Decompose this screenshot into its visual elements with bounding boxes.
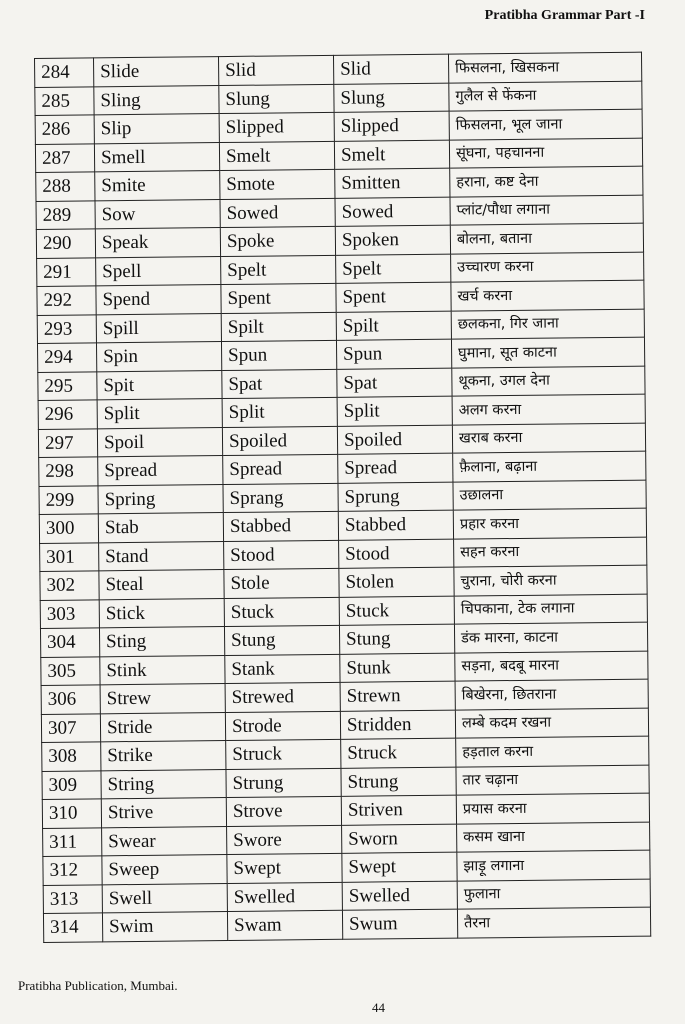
past-form-cell: Stole xyxy=(224,568,339,598)
base-form-cell: Swim xyxy=(102,912,227,942)
past-form-cell: Struck xyxy=(226,739,341,769)
base-form-cell: Spill xyxy=(96,313,221,343)
verb-number-cell: 289 xyxy=(36,200,95,229)
past-participle-cell: Spread xyxy=(338,453,453,483)
base-form-cell: Spring xyxy=(98,484,223,514)
past-form-cell: Stung xyxy=(224,625,339,655)
base-form-cell: Sow xyxy=(95,199,220,229)
base-form-cell: Slide xyxy=(94,57,219,87)
verb-number-cell: 312 xyxy=(43,856,102,885)
hindi-meaning-cell: उछालना xyxy=(453,480,646,511)
verb-number-cell: 309 xyxy=(42,770,101,799)
base-form-cell: Smell xyxy=(94,142,219,172)
hindi-meaning-cell: बोलना, बताना xyxy=(450,223,643,254)
verb-number-cell: 298 xyxy=(39,457,98,486)
verb-number-cell: 291 xyxy=(37,257,96,286)
past-form-cell: Spent xyxy=(221,283,336,313)
verb-number-cell: 301 xyxy=(40,542,99,571)
past-form-cell: Slung xyxy=(219,84,334,114)
hindi-meaning-cell: झाड़ू लगाना xyxy=(457,850,650,881)
hindi-meaning-cell: थूकना, उगल देना xyxy=(452,366,645,397)
past-form-cell: Stood xyxy=(224,540,339,570)
hindi-meaning-cell: सड़ना, बदबू मारना xyxy=(455,651,648,682)
hindi-meaning-cell: चुराना, चोरी करना xyxy=(454,565,647,596)
verb-number-cell: 286 xyxy=(35,115,94,144)
table-row xyxy=(43,907,650,942)
past-form-cell: Stuck xyxy=(224,597,339,627)
hindi-meaning-cell: प्रहार करना xyxy=(453,508,646,539)
past-participle-cell: Stabbed xyxy=(338,510,453,540)
past-participle-cell: Stolen xyxy=(339,567,454,597)
base-form-cell: Stride xyxy=(100,712,225,742)
verb-number-cell: 292 xyxy=(37,286,96,315)
verb-number-cell: 300 xyxy=(39,514,98,543)
past-form-cell: Spat xyxy=(222,369,337,399)
past-participle-cell: Stood xyxy=(339,539,454,569)
base-form-cell: String xyxy=(101,769,226,799)
past-form-cell: Strode xyxy=(225,711,340,741)
past-participle-cell: Strewn xyxy=(340,681,455,711)
past-participle-cell: Slipped xyxy=(334,111,449,141)
hindi-meaning-cell: चिपकाना, टेक लगाना xyxy=(454,594,647,625)
past-participle-cell: Slung xyxy=(334,83,449,113)
past-form-cell: Swore xyxy=(227,825,342,855)
verb-number-cell: 290 xyxy=(36,229,95,258)
hindi-meaning-cell: डंक मारना, काटना xyxy=(454,622,647,653)
past-participle-cell: Struck xyxy=(341,738,456,768)
past-participle-cell: Smitten xyxy=(335,168,450,198)
base-form-cell: Slip xyxy=(94,114,219,144)
verb-number-cell: 310 xyxy=(42,799,101,828)
verb-number-cell: 307 xyxy=(41,713,100,742)
hindi-meaning-cell: खर्च करना xyxy=(451,280,644,311)
base-form-cell: Spend xyxy=(96,285,221,315)
past-participle-cell: Spoiled xyxy=(337,425,452,455)
base-form-cell: Split xyxy=(97,399,222,429)
base-form-cell: Swell xyxy=(102,883,227,913)
past-form-cell: Spun xyxy=(221,340,336,370)
hindi-meaning-cell: फिसलना, भूल जाना xyxy=(449,109,642,140)
hindi-meaning-cell: गुलैल से फेंकना xyxy=(449,81,642,112)
past-participle-cell: Striven xyxy=(341,795,456,825)
past-form-cell: Stank xyxy=(225,654,340,684)
verb-number-cell: 304 xyxy=(40,628,99,657)
base-form-cell: Speak xyxy=(95,228,220,258)
base-form-cell: Stab xyxy=(98,513,223,543)
past-form-cell: Split xyxy=(222,397,337,427)
hindi-meaning-cell: फिसलना, खिसकना xyxy=(448,52,641,83)
hindi-meaning-cell: फुलाना xyxy=(457,879,650,910)
past-form-cell: Spoiled xyxy=(222,426,337,456)
hindi-meaning-cell: सूंघना, पहचानना xyxy=(449,138,642,169)
verb-number-cell: 305 xyxy=(41,656,100,685)
past-participle-cell: Spat xyxy=(337,368,452,398)
verb-number-cell: 299 xyxy=(39,485,98,514)
hindi-meaning-cell: घुमाना, सूत काटना xyxy=(451,337,644,368)
past-form-cell: Slid xyxy=(218,55,333,85)
base-form-cell: Stick xyxy=(99,598,224,628)
past-form-cell: Sprang xyxy=(223,483,338,513)
hindi-meaning-cell: तार चढ़ाना xyxy=(456,765,649,796)
hindi-meaning-cell: तैरना xyxy=(457,907,650,938)
verb-number-cell: 306 xyxy=(41,685,100,714)
past-participle-cell: Spoken xyxy=(335,225,450,255)
past-participle-cell: Swept xyxy=(342,852,457,882)
hindi-meaning-cell: हराना, कष्ट देना xyxy=(450,166,643,197)
past-form-cell: Smote xyxy=(220,169,335,199)
past-participle-cell: Sowed xyxy=(335,197,450,227)
past-form-cell: Spelt xyxy=(221,255,336,285)
past-participle-cell: Strung xyxy=(341,767,456,797)
hindi-meaning-cell: बिखेरना, छितराना xyxy=(455,679,648,710)
running-header-title: Pratibha Grammar Part -I xyxy=(484,8,645,23)
publisher-footer: Pratibha Publication, Mumbai. xyxy=(18,978,178,993)
base-form-cell: Stand xyxy=(99,541,224,571)
verb-number-cell: 311 xyxy=(43,827,102,856)
past-participle-cell: Swum xyxy=(342,909,457,939)
base-form-cell: Spin xyxy=(96,342,221,372)
past-participle-cell: Spilt xyxy=(336,311,451,341)
past-form-cell: Strung xyxy=(226,768,341,798)
base-form-cell: Spoil xyxy=(97,427,222,457)
past-form-cell: Spilt xyxy=(221,312,336,342)
verb-number-cell: 297 xyxy=(38,428,97,457)
past-participle-cell: Stung xyxy=(339,624,454,654)
verb-number-cell: 308 xyxy=(42,742,101,771)
verb-number-cell: 285 xyxy=(35,86,94,115)
verb-number-cell: 293 xyxy=(37,314,96,343)
verb-number-cell: 314 xyxy=(43,913,102,942)
verb-number-cell: 288 xyxy=(36,172,95,201)
hindi-meaning-cell: छलकना, गिर जाना xyxy=(451,309,644,340)
verb-number-cell: 295 xyxy=(38,371,97,400)
past-participle-cell: Spent xyxy=(336,282,451,312)
base-form-cell: Spell xyxy=(96,256,221,286)
base-form-cell: Spit xyxy=(97,370,222,400)
hindi-meaning-cell: खराब करना xyxy=(452,423,645,454)
base-form-cell: Strive xyxy=(101,798,226,828)
base-form-cell: Sling xyxy=(94,85,219,115)
past-participle-cell: Sworn xyxy=(342,824,457,854)
base-form-cell: Steal xyxy=(99,570,224,600)
past-participle-cell: Stuck xyxy=(339,596,454,626)
page-number: 44 xyxy=(372,1000,385,1015)
past-form-cell: Sowed xyxy=(220,198,335,228)
verb-number-cell: 287 xyxy=(35,143,94,172)
past-form-cell: Spread xyxy=(223,454,338,484)
hindi-meaning-cell: कसम खाना xyxy=(457,822,650,853)
base-form-cell: Spread xyxy=(98,456,223,486)
base-form-cell: Strew xyxy=(100,684,225,714)
past-form-cell: Swam xyxy=(227,910,342,940)
verb-forms-table xyxy=(34,52,651,943)
past-participle-cell: Sprung xyxy=(338,482,453,512)
verb-number-cell: 296 xyxy=(38,400,97,429)
past-participle-cell: Smelt xyxy=(334,140,449,170)
base-form-cell: Stink xyxy=(100,655,225,685)
base-form-cell: Sweep xyxy=(102,855,227,885)
hindi-meaning-cell: उच्चारण करना xyxy=(451,252,644,283)
past-participle-cell: Spun xyxy=(336,339,451,369)
base-form-cell: Smite xyxy=(95,171,220,201)
past-form-cell: Strewed xyxy=(225,682,340,712)
hindi-meaning-cell: प्रयास करना xyxy=(456,793,649,824)
verb-number-cell: 302 xyxy=(40,571,99,600)
past-participle-cell: Stunk xyxy=(340,653,455,683)
past-participle-cell: Spelt xyxy=(336,254,451,284)
hindi-meaning-cell: प्लांट/पौधा लगाना xyxy=(450,195,643,226)
past-form-cell: Stabbed xyxy=(223,511,338,541)
base-form-cell: Strike xyxy=(101,741,226,771)
hindi-meaning-cell: सहन करना xyxy=(454,537,647,568)
past-form-cell: Strove xyxy=(226,796,341,826)
base-form-cell: Swear xyxy=(102,826,227,856)
hindi-meaning-cell: हड़ताल करना xyxy=(456,736,649,767)
base-form-cell: Sting xyxy=(99,627,224,657)
past-participle-cell: Split xyxy=(337,396,452,426)
verb-rows-body xyxy=(35,52,651,942)
verb-number-cell: 313 xyxy=(43,884,102,913)
hindi-meaning-cell: फ़ैलाना, बढ़ाना xyxy=(453,451,646,482)
past-participle-cell: Stridden xyxy=(340,710,455,740)
past-participle-cell: Swelled xyxy=(342,881,457,911)
verb-number-cell: 284 xyxy=(35,58,94,87)
past-form-cell: Spoke xyxy=(220,226,335,256)
verb-number-cell: 303 xyxy=(40,599,99,628)
past-form-cell: Slipped xyxy=(219,112,334,142)
past-form-cell: Swelled xyxy=(227,882,342,912)
past-form-cell: Smelt xyxy=(219,141,334,171)
verb-number-cell: 294 xyxy=(37,343,96,372)
hindi-meaning-cell: लम्बे कदम रखना xyxy=(455,708,648,739)
past-form-cell: Swept xyxy=(227,853,342,883)
past-participle-cell: Slid xyxy=(333,54,448,84)
hindi-meaning-cell: अलग करना xyxy=(452,394,645,425)
